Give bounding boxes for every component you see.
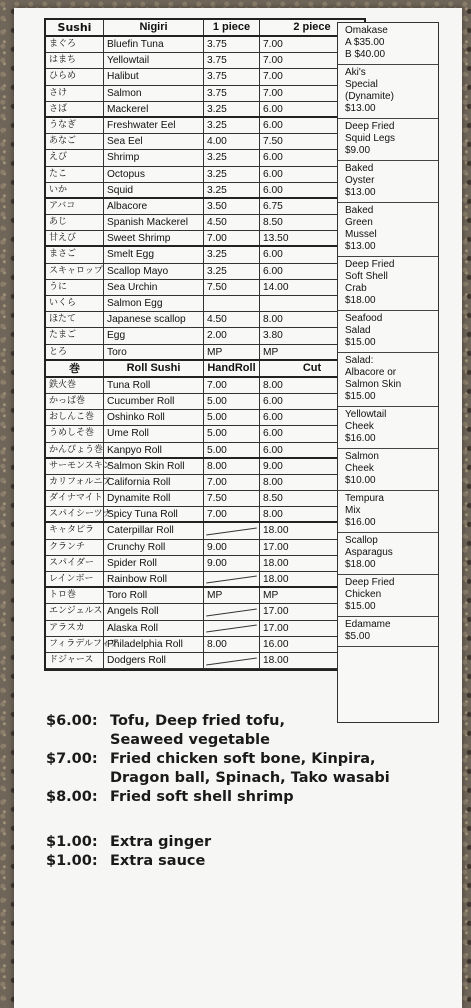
special-item	[338, 23, 438, 65]
two-piece-header: 2 piece	[293, 21, 331, 33]
price-one-piece: 3.25	[204, 247, 260, 262]
roll-jp-name: レインボー	[46, 572, 104, 586]
item-name: Shrimp	[104, 150, 204, 165]
roll-header-row	[46, 361, 364, 378]
nigiri-row	[46, 328, 364, 344]
special-label: Edamame	[345, 619, 391, 630]
roll-name: Ume Roll	[104, 426, 204, 441]
roll-row	[46, 475, 364, 491]
special-price: $16.00	[345, 433, 376, 444]
cut-header: Cut	[302, 361, 322, 374]
price-two-piece: 7.00	[263, 39, 283, 50]
price-cut: 8.00	[263, 379, 283, 391]
price-handroll: 5.00	[204, 410, 260, 425]
special-label: Deep Fried	[345, 577, 395, 588]
special-label: Crab	[345, 283, 367, 294]
special-label: Baked	[345, 205, 374, 216]
item-name: Sea Eel	[104, 134, 204, 149]
price-two-piece: 6.75	[263, 200, 283, 212]
nigiri-row	[46, 37, 364, 53]
roll-jp-name: スパイシーツナ	[46, 507, 104, 521]
special-label: (Dynamite)	[345, 91, 394, 102]
roll-jp-name: かんぴょう巻	[46, 443, 104, 457]
special-item	[338, 65, 438, 119]
item-jp-name: たまご	[46, 328, 104, 343]
special-label: Aki's	[345, 67, 366, 78]
item-jp-name: ひらめ	[46, 69, 104, 84]
item-name: Smelt Egg	[104, 247, 204, 262]
price-one-piece: 4.50	[204, 312, 260, 327]
special-label: Omakase	[345, 25, 388, 36]
roll-name: Philadelphia Roll	[104, 637, 204, 652]
nigiri-row	[46, 183, 364, 199]
price-cut: 18.00	[263, 557, 289, 569]
item-jp-name: はまち	[46, 53, 104, 68]
roll-jp-name: 鉄火巻	[46, 378, 104, 393]
item-name: Octopus	[104, 167, 204, 182]
special-price: $15.00	[345, 391, 376, 402]
price-handroll: MP	[204, 588, 260, 603]
roll-row	[46, 572, 364, 588]
price-cut: 6.00	[263, 444, 283, 456]
note-line	[46, 788, 390, 807]
nigiri-row	[46, 86, 364, 102]
nigiri-row	[46, 69, 364, 85]
note-price: $1.00:	[46, 853, 98, 869]
special-item	[338, 203, 438, 257]
nigiri-row	[46, 296, 364, 312]
roll-row	[46, 556, 364, 572]
roll-name: Toro Roll	[104, 588, 204, 603]
price-one-piece: 3.25	[204, 167, 260, 182]
price-handroll	[204, 621, 260, 636]
item-name: Squid	[104, 183, 204, 197]
roll-jp-name: おしんこ巻	[46, 410, 104, 425]
roll-jp-header: 巻	[46, 361, 104, 376]
roll-jp-name: エンジェルス	[46, 604, 104, 619]
special-price: $10.00	[345, 475, 376, 486]
roll-name: Caterpillar Roll	[104, 523, 204, 538]
note-price: $6.00:	[46, 713, 98, 729]
roll-name: Crunchy Roll	[104, 540, 204, 555]
special-label: Green	[345, 217, 373, 228]
price-cut: 17.00	[263, 606, 289, 618]
item-name: Toro	[104, 345, 204, 359]
price-one-piece: 7.50	[204, 280, 260, 295]
item-name: Sea Urchin	[104, 280, 204, 295]
roll-row	[46, 410, 364, 426]
price-cut: 6.00	[263, 412, 283, 424]
item-jp-name: ほたて	[46, 312, 104, 327]
roll-jp-name: かっぱ巻	[46, 394, 104, 409]
note-line	[46, 750, 390, 769]
price-handroll	[204, 572, 260, 586]
roll-jp-name: サーモンスキン	[46, 459, 104, 474]
item-jp-name: いくら	[46, 296, 104, 311]
roll-jp-name: トロ巻	[46, 588, 104, 603]
item-name: Freshwater Eel	[104, 118, 204, 133]
item-name: Salmon Egg	[104, 296, 204, 311]
note-price: $7.00:	[46, 751, 98, 767]
price-handroll: 9.00	[204, 556, 260, 571]
note-line	[46, 731, 390, 750]
roll-name: Oshinko Roll	[104, 410, 204, 425]
price-handroll	[204, 653, 260, 668]
item-name: Halibut	[104, 69, 204, 84]
price-two-piece: 6.00	[263, 168, 283, 180]
nigiri-row	[46, 150, 364, 166]
special-label: Baked	[345, 163, 374, 174]
price-handroll: 9.00	[204, 540, 260, 555]
price-cut: 6.00	[263, 428, 283, 440]
nigiri-row	[46, 134, 364, 150]
price-two-piece: 6.00	[263, 152, 283, 164]
special-label: Cheek	[345, 421, 374, 432]
nigiri-list	[46, 37, 364, 361]
item-jp-name: まさご	[46, 247, 104, 262]
price-two-piece: 7.00	[263, 87, 283, 99]
roll-name: California Roll	[104, 475, 204, 490]
price-cut: 8.00	[263, 509, 283, 521]
price-handroll: 8.00	[204, 459, 260, 474]
special-item	[338, 161, 438, 203]
roll-jp-name: クランチ	[46, 540, 104, 555]
item-jp-name: とろ	[46, 345, 104, 359]
price-cut: 16.00	[263, 638, 289, 650]
special-label: Seafood	[345, 313, 383, 324]
price-one-piece: 4.00	[204, 134, 260, 149]
roll-jp-name: アラスカ	[46, 621, 104, 636]
price-one-piece: 3.25	[204, 150, 260, 165]
roll-name: Angels Roll	[104, 604, 204, 619]
price-handroll: 7.00	[204, 507, 260, 521]
price-handroll	[204, 523, 260, 538]
special-label: Salad	[345, 325, 371, 336]
item-name: Mackerel	[104, 102, 204, 116]
price-two-piece: 8.50	[263, 217, 283, 229]
price-handroll: 5.00	[204, 426, 260, 441]
price-cut: 17.00	[263, 622, 289, 634]
side-dishes-notes	[46, 712, 390, 871]
nigiri-header: Nigiri	[104, 20, 204, 35]
roll-row	[46, 523, 364, 539]
special-label: Squid Legs	[345, 133, 396, 144]
price-handroll: 5.00	[204, 443, 260, 457]
price-handroll: 5.00	[204, 394, 260, 409]
note-line	[46, 712, 390, 731]
nigiri-row	[46, 53, 364, 69]
special-price: $18.00	[345, 295, 376, 306]
item-jp-name: まぐろ	[46, 37, 104, 52]
specials-column	[337, 22, 439, 723]
nigiri-row	[46, 264, 364, 280]
special-price: $9.00	[345, 145, 371, 156]
roll-row	[46, 426, 364, 442]
special-label: Chicken	[345, 589, 382, 600]
price-two-piece: 6.00	[263, 103, 283, 115]
roll-name: Spicy Tuna Roll	[104, 507, 204, 521]
price-handroll: 8.00	[204, 637, 260, 652]
roll-jp-name: キャタピラ	[46, 523, 104, 538]
roll-name: Alaska Roll	[104, 621, 204, 636]
special-label: Salad:	[345, 355, 374, 366]
price-one-piece	[204, 296, 260, 311]
roll-row	[46, 378, 364, 394]
item-jp-name: スキャロップ	[46, 264, 104, 279]
price-two-piece: 6.00	[263, 184, 283, 196]
nigiri-row	[46, 167, 364, 183]
roll-row	[46, 507, 364, 523]
item-jp-name: アバコ	[46, 199, 104, 214]
item-jp-name: さけ	[46, 86, 104, 101]
price-cut: 18.00	[263, 574, 289, 585]
price-cut: 8.00	[263, 476, 283, 488]
special-label: Salmon Skin	[345, 379, 402, 390]
price-handroll: 7.50	[204, 491, 260, 506]
roll-name: Spider Roll	[104, 556, 204, 571]
price-one-piece: 3.75	[204, 37, 260, 52]
item-jp-name: さば	[46, 102, 104, 116]
item-jp-name: うに	[46, 280, 104, 295]
roll-name: Salmon Skin Roll	[104, 459, 204, 474]
roll-name: Kanpyo Roll	[104, 443, 204, 457]
price-two-piece: 3.80	[263, 330, 283, 342]
special-price: $13.00	[345, 241, 376, 252]
special-price: $15.00	[345, 337, 376, 348]
item-jp-name: たこ	[46, 167, 104, 182]
note-text: Fried chicken soft bone, Kinpira,	[110, 751, 376, 767]
special-price: $15.00	[345, 601, 376, 612]
note-text: Extra ginger	[110, 834, 212, 850]
handroll-header: HandRoll	[204, 361, 260, 376]
special-item	[338, 311, 438, 353]
special-item	[338, 491, 438, 533]
nigiri-row	[46, 118, 364, 134]
nigiri-row	[46, 312, 364, 328]
roll-jp-name: フィラデルフィア	[46, 637, 104, 652]
price-two-piece: 7.00	[263, 55, 283, 67]
roll-jp-name: うめしそ巻	[46, 426, 104, 441]
nigiri-header-row	[46, 20, 364, 37]
special-label: Salmon	[345, 451, 379, 462]
special-label: Soft Shell	[345, 271, 388, 282]
price-two-piece: 7.50	[263, 136, 283, 148]
special-label: Mussel	[345, 229, 377, 240]
nigiri-row	[46, 247, 364, 263]
item-name: Egg	[104, 328, 204, 343]
item-jp-name: うなぎ	[46, 118, 104, 133]
roll-jp-name: ダイナマイト	[46, 491, 104, 506]
price-cut: 9.00	[263, 460, 283, 472]
note-line	[46, 833, 390, 852]
roll-row	[46, 491, 364, 507]
price-one-piece: 3.25	[204, 264, 260, 279]
nigiri-row	[46, 199, 364, 215]
roll-row	[46, 653, 364, 669]
roll-row	[46, 588, 364, 604]
special-label: Scallop	[345, 535, 378, 546]
special-item	[338, 533, 438, 575]
price-two-piece: 7.00	[263, 71, 283, 83]
roll-name: Rainbow Roll	[104, 572, 204, 586]
special-price: $5.00	[345, 631, 371, 642]
price-cut: 6.00	[263, 395, 283, 407]
note-text: Dragon ball, Spinach, Tako wasabi	[110, 770, 390, 786]
roll-row	[46, 394, 364, 410]
special-item	[338, 575, 438, 617]
roll-name: Dodgers Roll	[104, 653, 204, 668]
price-two-piece: 6.00	[263, 265, 283, 277]
special-item	[338, 407, 438, 449]
item-jp-name: えび	[46, 150, 104, 165]
roll-row	[46, 637, 364, 653]
note-text: Seaweed vegetable	[110, 732, 270, 748]
price-two-piece: 6.00	[263, 119, 283, 131]
price-handroll: 7.00	[204, 475, 260, 490]
nigiri-row	[46, 215, 364, 231]
roll-name: Cucumber Roll	[104, 394, 204, 409]
price-two-piece: 14.00	[263, 281, 289, 293]
item-jp-name: あじ	[46, 215, 104, 230]
price-cut: MP	[263, 590, 279, 602]
menu-grid	[44, 18, 366, 671]
price-cut: 18.00	[263, 654, 289, 666]
note-price	[46, 769, 110, 788]
item-name: Albacore	[104, 199, 204, 214]
price-one-piece: 3.75	[204, 53, 260, 68]
roll-sushi-header: Roll Sushi	[104, 361, 204, 376]
roll-jp-name: カリフォルニア	[46, 475, 104, 490]
price-one-piece: MP	[204, 345, 260, 359]
special-label: Deep Fried	[345, 259, 395, 270]
item-name: Yellowtail	[104, 53, 204, 68]
roll-row	[46, 540, 364, 556]
nigiri-row	[46, 345, 364, 361]
price-one-piece: 7.00	[204, 231, 260, 245]
item-name: Sweet Shrimp	[104, 231, 204, 245]
note-text: Extra sauce	[110, 853, 206, 869]
price-one-piece: 3.25	[204, 183, 260, 197]
price-two-piece: 6.00	[263, 249, 283, 261]
price-one-piece: 4.50	[204, 215, 260, 230]
price-one-piece: 3.75	[204, 69, 260, 84]
special-price: $13.00	[345, 103, 376, 114]
price-one-piece: 3.50	[204, 199, 260, 214]
special-label: Yellowtail	[345, 409, 387, 420]
price-one-piece: 3.75	[204, 86, 260, 101]
special-label: Albacore or	[345, 367, 397, 378]
special-label: Oyster	[345, 175, 375, 186]
roll-name: Tuna Roll	[104, 378, 204, 393]
price-one-piece: 3.25	[204, 102, 260, 116]
special-label: Cheek	[345, 463, 374, 474]
item-jp-name: いか	[46, 183, 104, 197]
price-two-piece: 13.50	[263, 233, 289, 245]
specials-blank	[338, 647, 438, 722]
roll-row	[46, 621, 364, 637]
note-line	[46, 769, 390, 788]
item-name: Bluefin Tuna	[104, 37, 204, 52]
item-jp-name: 甘えび	[46, 231, 104, 245]
price-two-piece: MP	[263, 346, 279, 358]
price-one-piece: 3.25	[204, 118, 260, 133]
note-price	[46, 731, 110, 750]
roll-row	[46, 459, 364, 475]
roll-row	[46, 443, 364, 459]
roll-row	[46, 604, 364, 620]
item-name: Japanese scallop	[104, 312, 204, 327]
special-label: Asparagus	[345, 547, 393, 558]
price-handroll	[204, 604, 260, 619]
special-label: Deep Fried	[345, 121, 395, 132]
special-price: $18.00	[345, 559, 376, 570]
price-cut: 17.00	[263, 541, 289, 553]
special-price: B $40.00	[345, 49, 386, 60]
price-cut: 8.50	[263, 493, 283, 505]
note-price: $1.00:	[46, 834, 98, 850]
price-one-piece: 2.00	[204, 328, 260, 343]
item-name: Spanish Mackerel	[104, 215, 204, 230]
price-handroll: 7.00	[204, 378, 260, 393]
roll-list	[46, 378, 364, 669]
special-item	[338, 119, 438, 161]
item-jp-name: あなご	[46, 134, 104, 149]
price-cut: 18.00	[263, 525, 289, 537]
special-label: Tempura	[345, 493, 384, 504]
note-line	[46, 852, 390, 871]
roll-jp-name: ドジャース	[46, 653, 104, 668]
special-label: Special	[345, 79, 378, 90]
nigiri-row	[46, 102, 364, 118]
nigiri-row	[46, 280, 364, 296]
one-piece-header: 1 piece	[204, 20, 260, 35]
special-price: $13.00	[345, 187, 376, 198]
item-name: Salmon	[104, 86, 204, 101]
special-item	[338, 617, 438, 647]
special-price: $16.00	[345, 517, 376, 528]
nigiri-row	[46, 231, 364, 247]
roll-name: Dynamite Roll	[104, 491, 204, 506]
note-text: Fried soft shell shrimp	[110, 789, 294, 805]
note-price: $8.00:	[46, 789, 98, 805]
roll-jp-name: スパイダー	[46, 556, 104, 571]
special-label: A $35.00	[345, 37, 385, 48]
special-item	[338, 257, 438, 311]
special-label: Mix	[345, 505, 361, 516]
price-two-piece: 8.00	[263, 314, 283, 326]
item-name: Scallop Mayo	[104, 264, 204, 279]
special-item	[338, 353, 438, 407]
sushi-header: Sushi	[46, 20, 104, 35]
note-text: Tofu, Deep fried tofu,	[110, 713, 285, 729]
special-item	[338, 449, 438, 491]
